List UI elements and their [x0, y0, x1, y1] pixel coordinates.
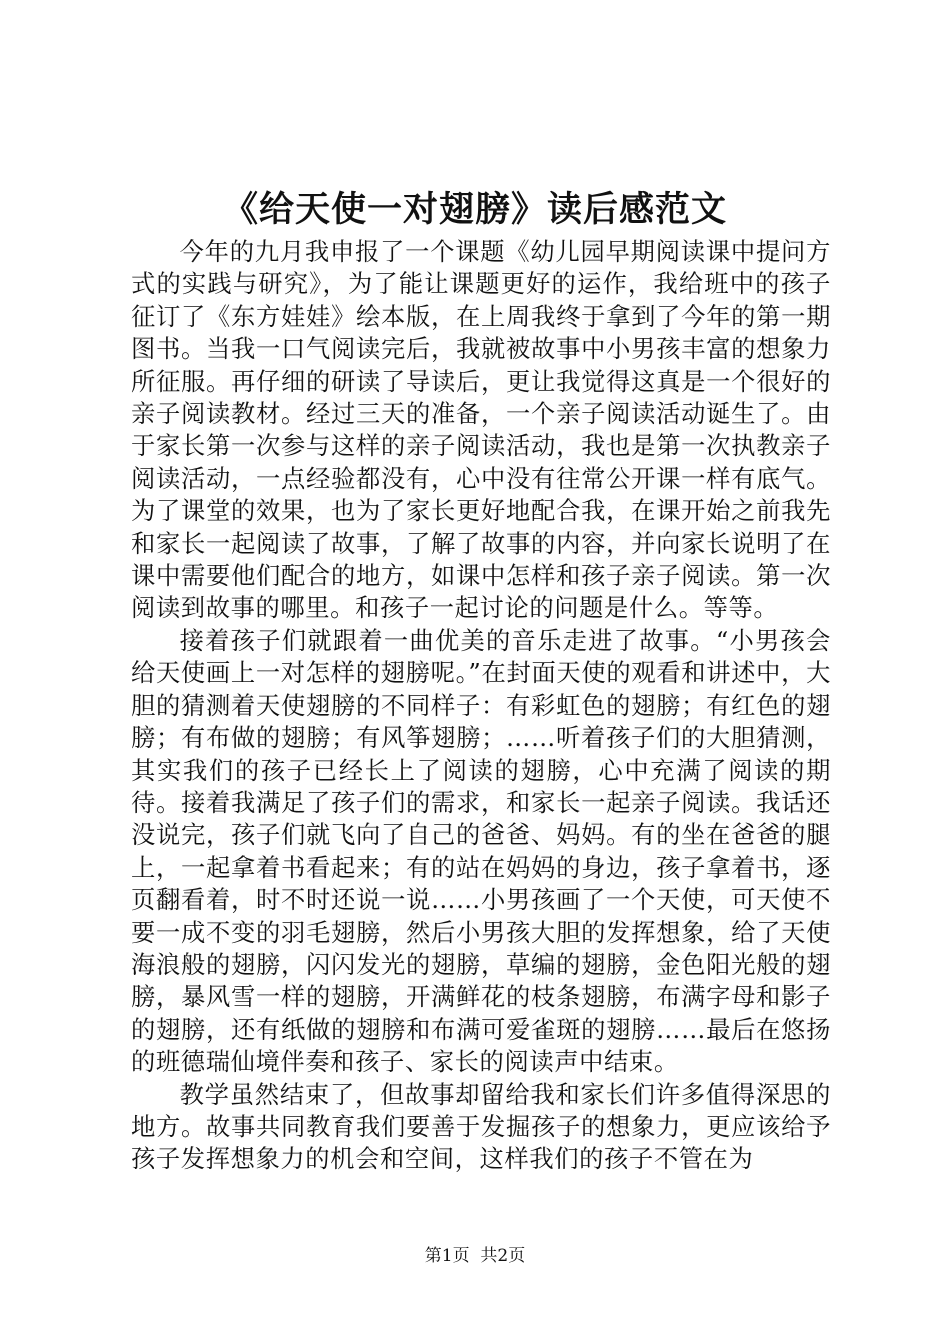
document-body: [131, 236, 831, 1176]
paragraph-2: 接着孩子们就跟着一曲优美的音乐走进了故事。“小男孩会给天使画上一对怎样的翅膀呢。”在封面天使的观看和讲述中，大胆的猜测着天使翅膀的不同样子：有彩虹色的翅膀；有红色的翅膀；有布做的翅膀；有风筝翅膀；……听着孩子们的大胆猜测，其实我们的孩子已经长上了阅读的翅膀，心中充满了阅读的期待。接着我满足了孩子们的需求，和家长一起亲子阅读。我话还没说完，孩子们就飞向了自己的爸爸、妈妈。有的坐在爸爸的腿上，一起拿着书看起来；有的站在妈妈的身边，孩子拿着书，逐页翻看着，时不时还说一说……小男孩画了一个天使，可天使不要一成不变的羽毛翅膀，然后小男孩大胆的发挥想象，给了天使海浪般的翅膀，闪闪发光的翅膀，草编的翅膀，金色阳光般的翅膀，暴风雪一样的翅膀，开满鲜花的枝条翅膀，布满字母和影子的翅膀，还有纸做的翅膀和布满可爱雀斑的翅膀……最后在悠扬的班德瑞仙境伴奏和孩子、家长的阅读声中结束。: [131, 625, 832, 1077]
page-number-current: 第1页: [424, 1246, 470, 1266]
page-number-total: 共2页: [480, 1246, 526, 1266]
footer-separator: [470, 1246, 481, 1266]
document-title: 《给天使一对翅膀》读后感范文: [222, 189, 727, 230]
paragraph-3: 教学虽然结束了，但故事却留给我和家长们许多值得深思的地方。故事共同教育我们要善于发掘孩子的想象力，更应该给予孩子发挥想象力的机会和空间，这样我们的孩子不管在为: [131, 1079, 831, 1174]
page-footer: [0, 1244, 950, 1268]
paragraph-1: 今年的九月我申报了一个课题《幼儿园早期阅读课中提问方式的实践与研究》，为了能让课题更好的运作，我给班中的孩子征订了《东方娃娃》绘本版，在上周我终于拿到了今年的第一期图书。当我一口气阅读完后，我就被故事中小男孩丰富的想象力所征服。再仔细的研读了导读后，更让我觉得这真是一个很好的亲子阅读教材。经过三天的准备，一个亲子阅读活动诞生了。由于家长第一次参与这样的亲子阅读活动，我也是第一次执教亲子阅读活动，一点经验都没有，心中没有往常公开课一样有底气。为了课堂的效果，也为了家长更好地配合我，在课开始之前我先和家长一起阅读了故事，了解了故事的内容，并向家长说明了在课中需要他们配合的地方，如课中怎样和孩子亲子阅读。第一次阅读到故事的哪里。和孩子一起讨论的问题是什么。等等。: [131, 237, 831, 623]
